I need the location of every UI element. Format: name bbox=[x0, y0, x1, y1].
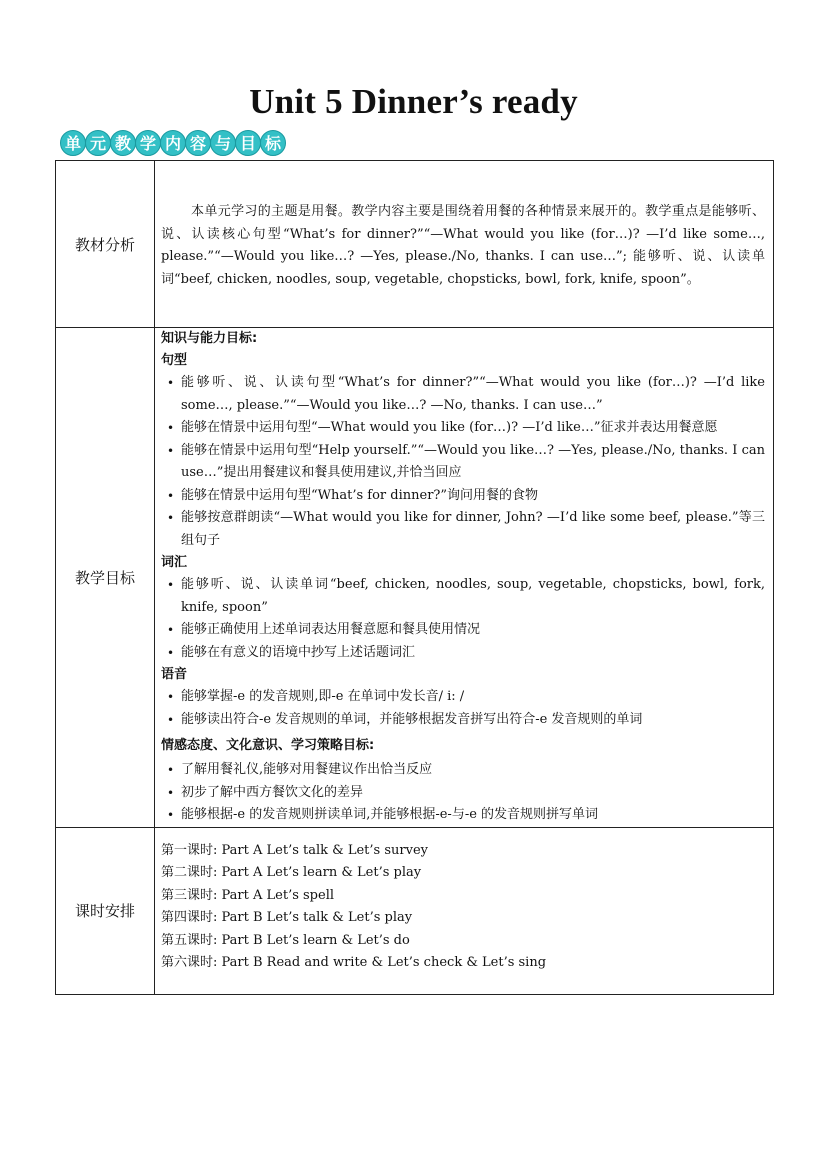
vocab-list bbox=[161, 574, 765, 664]
banner-char: 与 bbox=[210, 130, 236, 156]
list-item: • 初步了解中西方餐饮文化的差异 bbox=[161, 782, 765, 805]
analysis-text: 本单元学习的主题是用餐。教学内容主要是围绕着用餐的各种情景来展开的。教学重点是能够听、说、认读核心句型“What’s for dinner?”“—What would you like (for…)? —I’d like some…, please.”“—Would you like…? —Yes, please./No, thanks. I can use…”; 能够听、说、认读单词“beef, chicken, noodles, soup, vegetable, chopsticks, bowl, fork, knife, spoon”。 bbox=[161, 204, 765, 287]
list-item: • 能够正确使用上述单词表达用餐意愿和餐具使用情况 bbox=[161, 619, 765, 642]
list-item: • 能够在情景中运用句型“What’s for dinner?”询问用餐的食物 bbox=[161, 485, 765, 508]
schedule-cell bbox=[155, 827, 774, 994]
analysis-cell bbox=[155, 161, 774, 328]
banner-char: 标 bbox=[260, 130, 286, 156]
analysis-label: 教材分析 bbox=[56, 161, 155, 328]
banner-char: 单 bbox=[60, 130, 86, 156]
list-item: • 了解用餐礼仪,能够对用餐建议作出恰当反应 bbox=[161, 759, 765, 782]
lesson-item: 第三课时: Part A Let’s spell bbox=[161, 887, 335, 903]
list-item: • 能够在情景中运用句型“Help yourself.”“—Would you like…? —Yes, please./No, thanks. I can use…”提出用餐建议和餐具使用建议,并恰当回应 bbox=[161, 440, 765, 485]
list-item: • 能够在情景中运用句型“—What would you like (for…)? —I’d like…”征求并表达用餐意愿 bbox=[161, 417, 765, 440]
lesson-item: 第二课时: Part A Let’s learn & Let’s play bbox=[161, 865, 422, 880]
vocab-heading: 词汇 bbox=[161, 555, 188, 570]
goals-row bbox=[56, 328, 774, 828]
list-item: • 能够读出符合-e 发音规则的单词，并能够根据发音拼写出符合-e 发音规则的单词 bbox=[161, 709, 765, 732]
schedule-list bbox=[161, 828, 765, 989]
lesson-item: 第五课时: Part B Let’s learn & Let’s do bbox=[161, 932, 410, 948]
banner-char: 目 bbox=[235, 130, 261, 156]
list-item: • 能够按意群朗读“—What would you like for dinner, John? —I’d like some beef, please.”等三组句子 bbox=[161, 507, 765, 552]
banner-char: 容 bbox=[185, 130, 211, 156]
sentences-list bbox=[161, 372, 765, 552]
schedule-row bbox=[56, 827, 774, 994]
goals-label: 教学目标 bbox=[56, 328, 155, 828]
list-item: • 能够掌握-e 的发音规则,即-e 在单词中发长音/ i: / bbox=[161, 686, 765, 709]
section-banner bbox=[60, 130, 285, 156]
list-item: • 能够听、说、认读句型“What’s for dinner?”“—What would you like (for…)? —I’d like some…, please.”“—Would you like…? —No, thanks. I can use…” bbox=[161, 372, 765, 417]
knowledge-heading: 知识与能力目标: bbox=[161, 331, 258, 346]
phonics-list bbox=[161, 686, 765, 731]
list-item: • 能够听、说、认读单词“beef, chicken, noodles, soup, vegetable, chopsticks, bowl, fork, knife, spoon” bbox=[161, 574, 765, 619]
banner-char: 学 bbox=[135, 130, 161, 156]
goals-cell bbox=[155, 328, 774, 828]
sentences-heading: 句型 bbox=[161, 353, 188, 368]
banner-char: 内 bbox=[160, 130, 186, 156]
page-title: Unit 5 Dinner’s ready bbox=[249, 82, 578, 121]
banner-char: 元 bbox=[85, 130, 111, 156]
attitude-list bbox=[161, 759, 765, 827]
list-item: • 能够根据-e 的发音规则拼读单词,并能够根据-e-与-e 的发音规则拼写单词 bbox=[161, 804, 765, 827]
unit-plan-table bbox=[55, 160, 774, 995]
list-item: • 能够在有意义的语境中抄写上述话题词汇 bbox=[161, 642, 765, 665]
lesson-item: 第四课时: Part B Let’s talk & Let’s play bbox=[161, 910, 413, 925]
analysis-row bbox=[56, 161, 774, 328]
banner-char: 教 bbox=[110, 130, 136, 156]
schedule-label: 课时安排 bbox=[56, 827, 155, 994]
phonics-heading: 语音 bbox=[161, 667, 188, 682]
lesson-item: 第一课时: Part A Let’s talk & Let’s survey bbox=[161, 842, 428, 858]
lesson-item: 第六课时: Part B Read and write & Let’s check & Let’s sing bbox=[161, 955, 547, 970]
attitude-heading: 情感态度、文化意识、学习策略目标: bbox=[161, 738, 375, 753]
